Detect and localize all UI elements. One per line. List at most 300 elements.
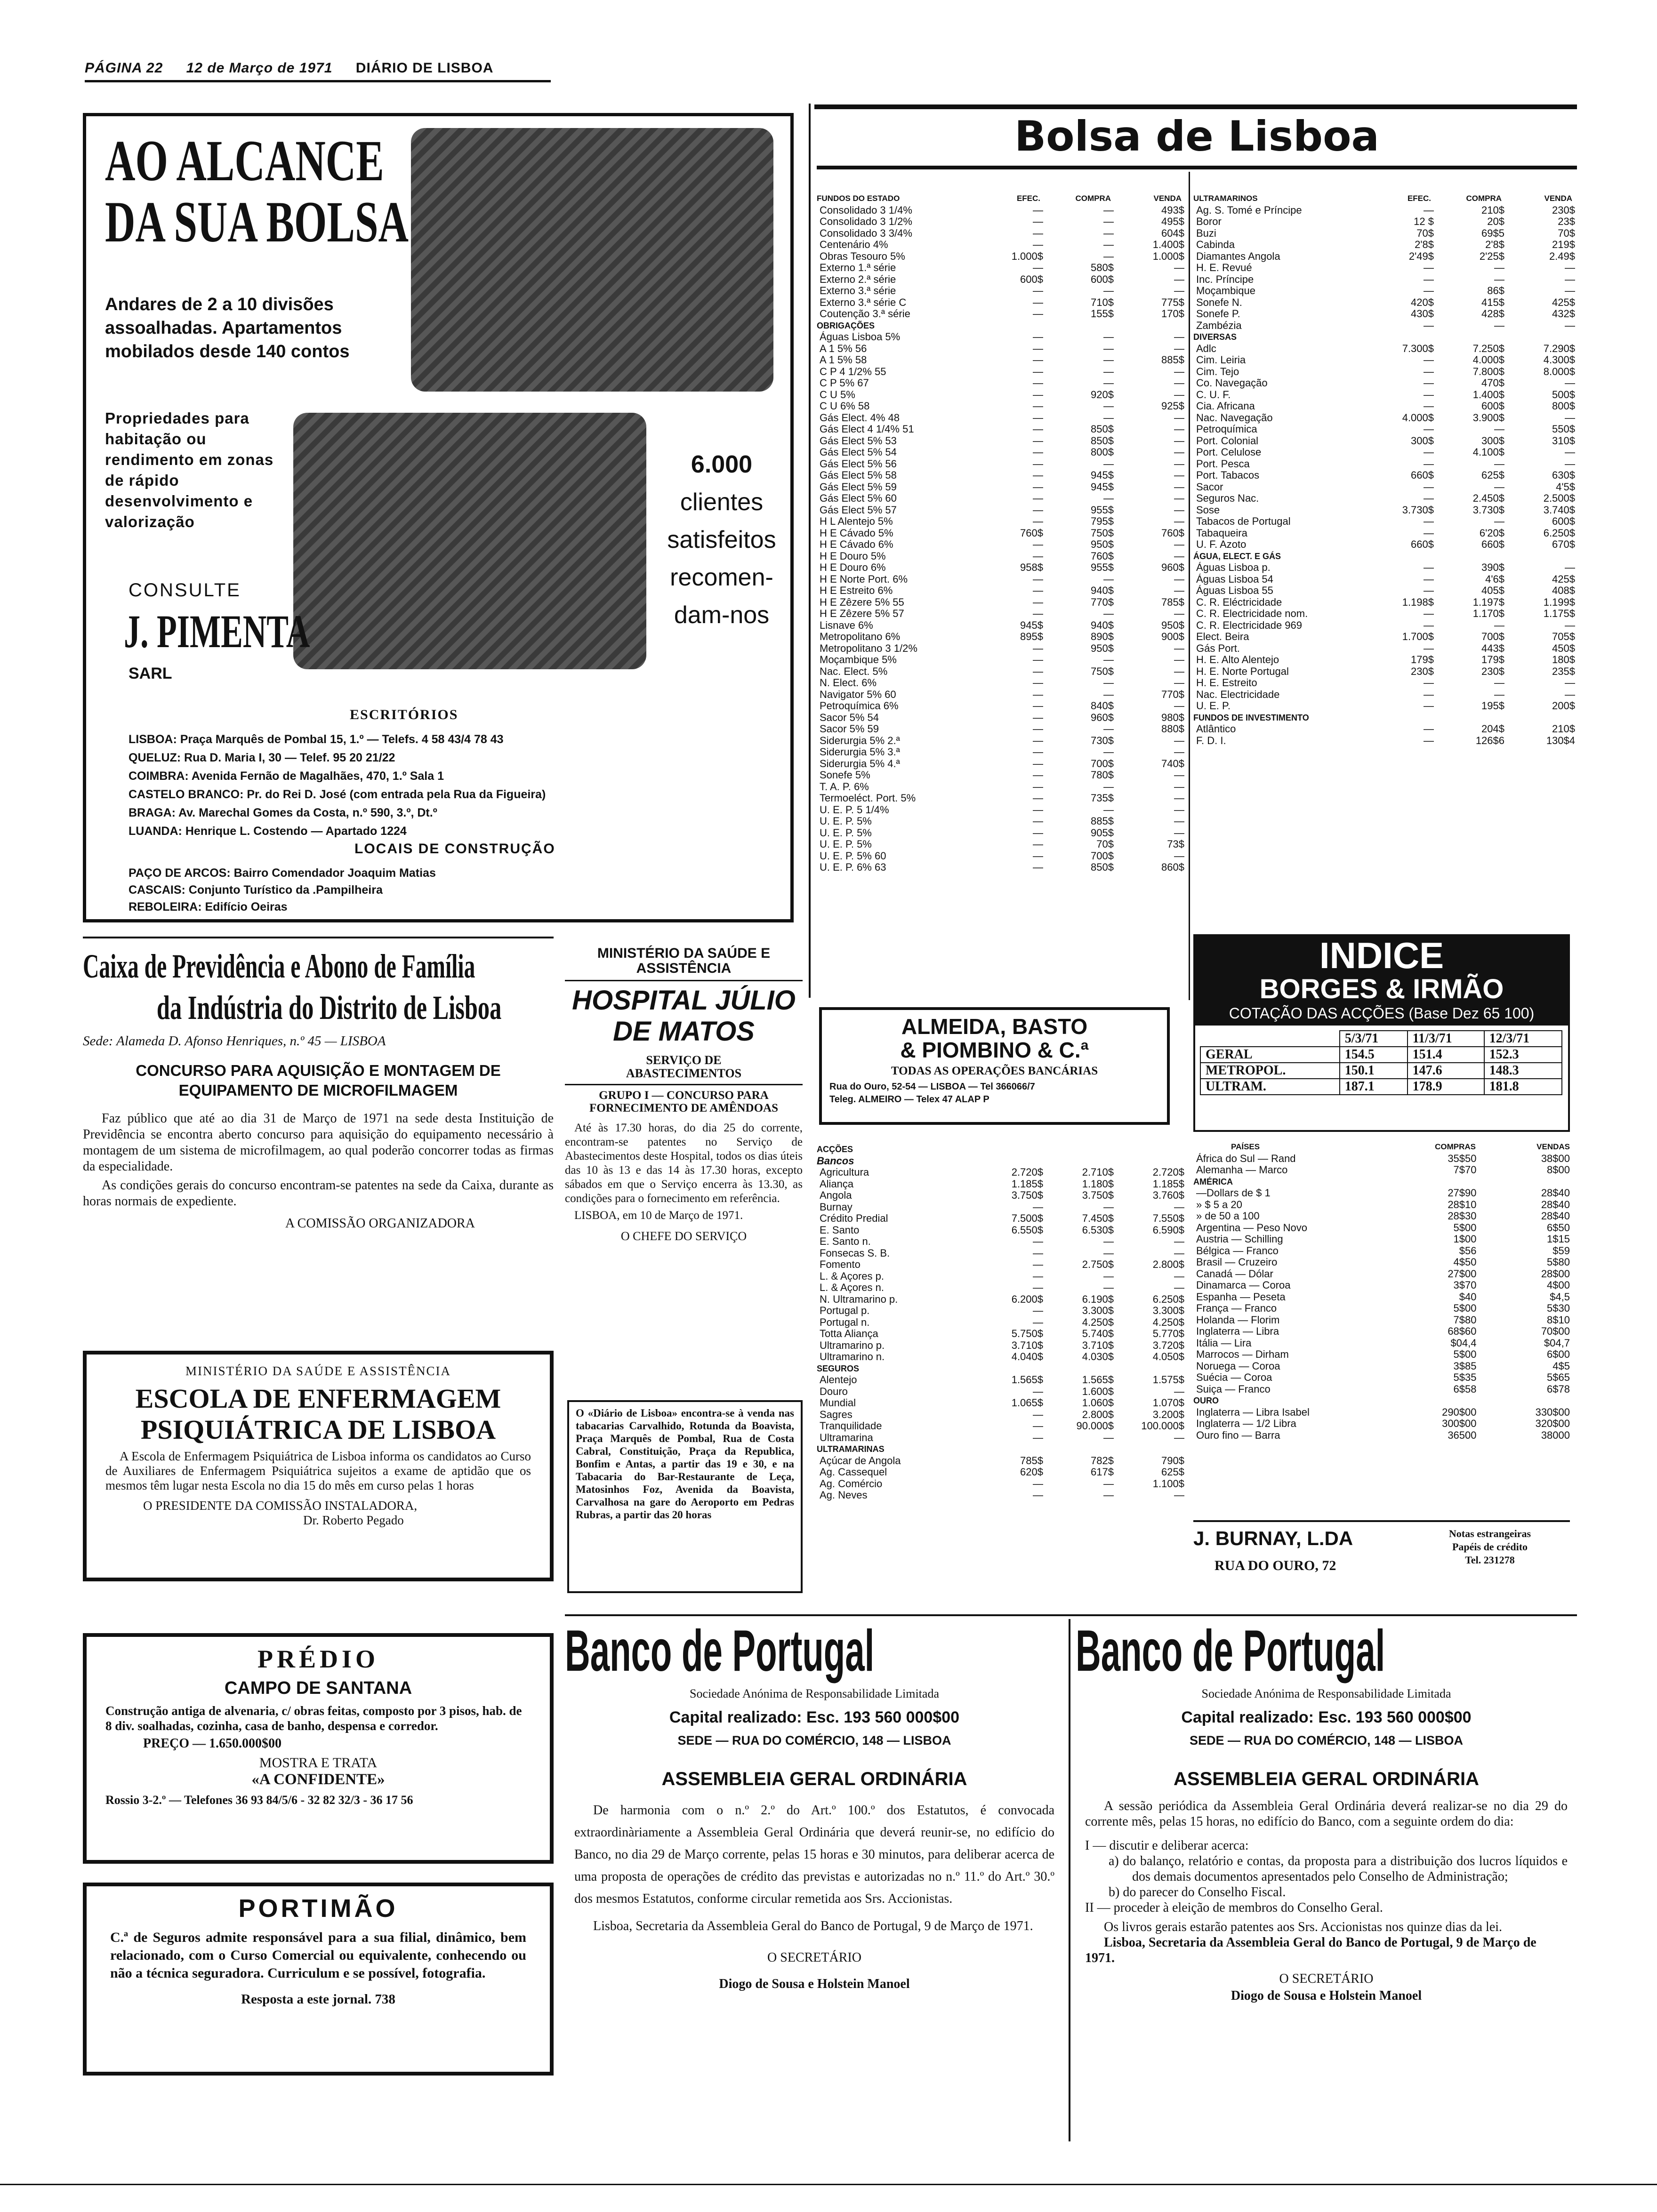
price-cell: — [1033,1477,1043,1490]
price-cell: — [1174,1201,1184,1213]
price-cell: 2.800$ [1082,1408,1114,1420]
price-cell: — [1174,504,1184,516]
price-cell: — [1424,457,1434,470]
security-name: U. F. Azoto [1196,539,1247,550]
stock-row [1193,643,1577,655]
price-cell [1111,1363,1182,1375]
price-cell: 420$ [1411,296,1434,308]
security-name: Crédito Predial [820,1213,888,1224]
price-cell: 4.030$ [1082,1351,1114,1362]
predio-ad [83,1633,554,1864]
price-cell: 925$ [1161,400,1184,412]
pimenta-lead: Andares de 2 a 10 divisões assoalhadas. Apartamentos mobilados desde 140 contos [105,295,350,361]
security-name: Gás Elect 5% 54 [820,447,897,458]
security-name: Co. Navegação [1196,377,1268,389]
price-cell: — [1494,677,1504,689]
rule [817,166,1577,169]
security-name: Diamantes Angola [1196,250,1280,262]
security-name: Noruega — Coroa [1196,1360,1280,1372]
price-cell: 7.300$ [1402,342,1434,354]
price-cell: — [1033,504,1043,516]
stock-row [1193,320,1577,332]
price-cell: 3$85 [1453,1360,1477,1372]
price-cell [1040,1443,1111,1455]
price-cell: 1.198$ [1402,596,1434,608]
price-cell: — [1033,239,1043,250]
price-cell: 1.100$ [1152,1477,1184,1490]
currency-row [1193,1418,1570,1430]
price-cell: $04,4 [1450,1337,1477,1349]
price-cell: — [1033,654,1043,665]
price-cell: 5$00 [1453,1348,1477,1360]
price-cell: 2.800$ [1152,1258,1184,1270]
price-cell: 950$ [1091,642,1114,654]
security-name: Açúcar de Angola [820,1455,901,1467]
price-cell: 6.190$ [1082,1293,1114,1305]
price-cell: 600$ [1481,400,1504,412]
security-name: H E Cávado 6% [820,539,893,550]
price-cell: — [1174,585,1184,596]
price-cell: 3.710$ [1082,1339,1114,1351]
security-name: África do Sul — Rand [1196,1153,1296,1164]
burnay-name: J. BURNAY, L.DA [1193,1527,1353,1549]
price-cell: — [1174,411,1184,424]
stock-row [817,631,1186,643]
currency-row [1193,1303,1570,1314]
banco-signatory: Diogo de Sousa e Holstein Manoel [1231,1988,1422,2003]
currency-row [1193,1395,1570,1407]
price-cell: 2'49$ [1408,250,1434,262]
stock-row [817,228,1186,240]
security-name: N. Ultramarino p. [820,1293,898,1305]
stock-row [817,793,1186,804]
price-cell: 28$00 [1541,1267,1570,1280]
security-name: H E Zêzere 5% 55 [820,596,904,608]
column-divider [809,104,811,998]
currency-row [1193,1338,1570,1349]
price-cell: — [1174,481,1184,493]
security-name: Termoeléct. Port. 5% [820,793,916,804]
price-cell: — [1565,457,1575,470]
stock-row [817,1271,1186,1282]
caixa-notice [83,946,554,1231]
price-cell: — [1033,803,1043,816]
stock-row [817,1317,1186,1329]
security-name: FUNDOS DE INVESTIMENTO [1193,713,1309,722]
security-name: Sacor 5% 54 [820,712,879,723]
price-cell: 432$ [1552,308,1575,320]
bolsa-title [817,111,1577,162]
price-cell: 28$30 [1448,1210,1477,1222]
price-cell: 5.740$ [1082,1328,1114,1339]
stock-row [817,1409,1186,1421]
price-cell: — [1424,677,1434,689]
price-cell: 6.530$ [1082,1224,1114,1236]
stock-row [817,585,1186,597]
security-name: Dinamarca — Coroa [1196,1280,1291,1291]
price-cell: 1$00 [1453,1233,1477,1245]
price-cell: — [1174,1282,1184,1293]
price-cell: 2.450$ [1472,492,1504,504]
price-cell: — [1424,354,1434,366]
banco-date: Lisboa, Secretaria da Assembleia Geral do Banco de Portugal, 9 de Março de 1971. [1085,1935,1536,1965]
tabacarias-notice [567,1400,803,1593]
price-cell: 430$ [1411,308,1434,320]
stock-row [817,1467,1186,1478]
pimenta-properties: Propriedades para habitação ou rendimento em zonas de rápido desenvolvimento e valorização [105,409,274,530]
banco-title: Banco de Portugal [565,1619,875,1683]
price-cell: — [1494,481,1504,493]
stock-row [817,1328,1186,1340]
price-cell: 86$ [1487,285,1504,297]
price-cell: — [1174,285,1184,297]
price-cell: 2'8$ [1415,239,1434,250]
table-header: ULTRAMARINOS EFEC. COMPRA VENDA [1193,194,1572,203]
price-cell: 4$5 [1552,1360,1570,1372]
security-name: Boror [1196,216,1222,227]
price-cell: — [1494,515,1504,527]
security-name: Suécia — Coroa [1196,1372,1272,1383]
security-name: Portugal n. [820,1316,870,1328]
security-name: Ouro fino — Barra [1196,1429,1280,1441]
price-cell: — [1033,734,1043,746]
price-cell: — [1174,262,1184,273]
stock-row [1193,228,1577,240]
price-cell: 70$ [1096,838,1114,850]
price-cell: 1.400$ [1152,239,1184,250]
price-cell: 750$ [1091,665,1114,677]
price-cell: — [1033,757,1043,769]
price-cell: 630$ [1552,469,1575,481]
price-cell: 27$90 [1448,1187,1477,1199]
price-cell: — [1494,619,1504,631]
security-name: Externo 3.ª série [820,285,896,297]
stock-row [817,666,1186,678]
stock-row [1193,401,1577,412]
clients-callout [660,446,783,634]
security-name: Siderurgia 5% 2.ª [820,735,900,746]
price-cell: — [1174,446,1184,458]
price-cell: 2.720$ [1011,1166,1043,1178]
banco-item: I — discutir e deliberar acerca: [1085,1838,1249,1853]
price-cell: 1.565$ [1011,1374,1043,1386]
burnay-services [1412,1527,1568,1567]
price-cell: 8.000$ [1543,365,1575,377]
stock-row [817,1351,1186,1363]
price-cell: — [1424,285,1434,297]
price-cell: — [1033,1420,1043,1432]
indice-box [1193,934,1570,1132]
stock-row [817,412,1186,424]
security-name: Sonefe N. [1196,297,1242,308]
stock-row [817,758,1186,770]
indice-banner [1195,936,1568,1026]
stock-row [817,769,1186,781]
security-name: Atlântico [1196,723,1236,735]
price-cell: — [1103,1477,1114,1490]
stock-row [817,308,1186,320]
price-cell: 4.040$ [1011,1351,1043,1362]
price-cell: 70$ [1416,227,1434,239]
security-name: Externo 3.ª série C [820,297,907,308]
stock-row [1193,239,1577,251]
price-cell: — [1103,250,1114,262]
price-cell: 3.750$ [1082,1189,1114,1201]
price-cell: — [1424,619,1434,631]
security-name: Petroquímica [1196,424,1257,435]
price-cell: 700$ [1091,850,1114,862]
stock-row [817,827,1186,839]
price-cell: — [1033,711,1043,723]
price-cell: — [1033,665,1043,677]
price-cell: — [1033,1201,1043,1213]
security-name: H. E. Revué [1196,262,1252,273]
price-cell: 735$ [1091,792,1114,804]
caixa-body-2: As condições gerais do concurso encontram-se patentes na sede da Caixa, durante as horas normais de expediente. [83,1178,554,1209]
price-cell: — [1033,550,1043,562]
price-cell: — [1174,826,1184,839]
security-name: Navigator 5% 60 [820,689,896,700]
security-name: F. D. I. [1196,735,1226,746]
price-cell: 35$50 [1448,1152,1477,1164]
security-name: U. E. P. 5 1/4% [820,804,889,816]
currency-row [1193,1349,1570,1361]
price-cell: — [1174,734,1184,746]
price-cell: — [1103,608,1114,619]
price-cell: — [1494,319,1504,331]
price-cell: 3.730$ [1472,504,1504,516]
price-cell: — [1033,377,1043,389]
stock-row [817,839,1186,850]
price-cell: 4.100$ [1472,446,1504,458]
hospital-place: LISBOA, em 10 de Março de 1971. [574,1209,743,1222]
security-name: Holanda — Florim [1196,1314,1280,1326]
price-cell: — [1424,262,1434,273]
stock-row [817,1478,1186,1490]
stock-row [1193,458,1577,470]
security-name: A 1 5% 58 [820,354,867,366]
price-cell: — [1033,700,1043,712]
price-cell: 4.250$ [1082,1316,1114,1328]
price-cell: 920$ [1091,388,1114,401]
hospital-service: SERVIÇO DE ABASTECIMENTOS [626,1053,742,1080]
price-cell: — [1103,723,1114,735]
caixa-body-1: Faz público que até ao dia 31 de Março de 1971 na sede desta Instituição de Previdência se encontra aberto concurso para aquisição do equipamento necessário à montagem de um sistema de microfilmagem, ao qual poderão concorrer todas as firmas da especialidade. [83,1111,554,1174]
currency-row [1193,1257,1570,1268]
caixa-title-2: da Indústria do Distrito de Lisboa [156,989,502,1026]
price-cell: — [1174,769,1184,781]
security-name: Cia. Africana [1196,401,1255,412]
price-cell: 760$ [1020,527,1043,539]
price-cell: 2.750$ [1082,1258,1114,1270]
security-name: N. Elect. 6% [820,677,877,689]
price-cell: 705$ [1552,631,1575,642]
security-name: Itália — Lira [1196,1337,1252,1349]
stock-row [817,781,1186,793]
stock-row [1193,331,1577,343]
security-name: Gás Elect 5% 58 [820,470,897,481]
ultramarinos-table [1193,193,1577,746]
price-cell: — [1033,677,1043,689]
price-cell: 3.750$ [1011,1189,1043,1201]
security-name: E. Santo n. [820,1236,871,1247]
price-cell: — [1033,434,1043,447]
security-name: L. & Açores n. [820,1282,884,1293]
stock-row [817,551,1186,562]
site-line: REBOLEIRA: Edifício Oeiras [129,900,288,914]
stock-row [817,1259,1186,1271]
stock-row [817,1248,1186,1259]
security-name: U. E. P. 5% [820,839,872,850]
price-cell: 670$ [1552,538,1575,550]
price-cell: — [1033,204,1043,216]
price-cell: 4$00 [1547,1279,1570,1291]
price-cell: 6.590$ [1152,1224,1184,1236]
stock-row [817,723,1186,735]
banco-sub: Sociedade Anónima de Responsabilidade Limitada [1201,1687,1451,1700]
header-rule [85,80,551,82]
hospital-title-1: HOSPITAL JÚLIO [572,985,796,1016]
price-cell: 4'5$ [1556,481,1575,493]
security-name: H. E. Estreito [1196,677,1257,689]
stock-row [817,354,1186,366]
stock-row [817,1443,1186,1455]
price-cell: 760$ [1091,550,1114,562]
stock-row [1193,712,1577,724]
price-cell: 905$ [1091,826,1114,839]
stock-row [1193,620,1577,632]
banco-item: II — proceder à eleição de membros do Conselho Geral. [1085,1900,1383,1915]
price-cell: 126$6 [1475,734,1504,746]
price-cell: 700$ [1091,757,1114,769]
predio-contact: Rossio 3-2.º — Telefones 36 93 84/5/6 - 32 82 32/3 - 36 17 56 [105,1793,413,1807]
stock-row [817,574,1186,585]
price-cell: — [1174,515,1184,527]
security-name: Douro [820,1386,848,1397]
price-cell [1431,331,1502,343]
stock-row [817,343,1186,355]
price-cell: — [1103,573,1114,585]
office-line: LISBOA: Praça Marquês de Pombal 15, 1.º — Telefs. 4 58 43/4 78 43 [129,733,504,746]
price-cell: — [1174,273,1184,285]
almeida-title-2: & PIOMBINO & C.ª [900,1038,1089,1062]
security-name: Canadá — Dólar [1196,1268,1273,1280]
security-name: França — Franco [1196,1303,1277,1314]
price-cell: — [1494,688,1504,700]
security-name: Cabinda [1196,239,1235,250]
banco-secretary: O SECRETÁRIO [767,1950,861,1965]
indice-row-label: ULTRAM. [1200,1079,1340,1095]
stock-row [817,1178,1186,1190]
security-name: Gás Port. [1196,642,1240,654]
price-cell: 470$ [1481,377,1504,389]
currency-row [1193,1384,1570,1395]
banco-title: Banco de Portugal [1076,1619,1385,1683]
banco-capital: Capital realizado: Esc. 193 560 000$00 [669,1708,960,1726]
currency-row [1193,1234,1570,1245]
currency-row [1193,1210,1570,1222]
price-cell: — [1424,734,1434,746]
price-cell: — [1565,273,1575,285]
price-cell: 330$00 [1535,1406,1570,1418]
price-cell: — [1424,388,1434,401]
price-cell: 3.740$ [1543,504,1575,516]
almeida-addr-1: Rua do Ouro, 52-54 — LISBOA — Tel 366066/7 [829,1082,1035,1092]
indice-title: INDICE [1319,935,1444,976]
security-name: Buzi [1196,227,1216,239]
price-cell: — [1424,723,1434,735]
predio-title: PRÉDIO [257,1645,379,1673]
price-cell: — [1033,1305,1043,1316]
price-cell: 950$ [1091,538,1114,550]
price-cell: — [1174,423,1184,435]
price-cell: — [1033,826,1043,839]
pimenta-ad [83,113,794,922]
price-cell [1375,331,1431,343]
predio-subtitle: CAMPO DE SANTANA [224,1678,412,1698]
banco-heading: ASSEMBLEIA GERAL ORDINÁRIA [661,1769,967,1789]
stock-row [1193,308,1577,320]
security-name: Brasil — Cruzeiro [1196,1257,1278,1268]
security-name: Bélgica — Franco [1196,1245,1279,1257]
security-name: C. R. Electricidade nom. [1196,608,1308,619]
stock-row [817,1167,1186,1178]
price-cell: 1.185$ [1152,1178,1184,1190]
price-cell: 4'6$ [1485,573,1504,585]
banco-body: De harmonia com o n.º 2.º do Art.º 100.º dos Estatutos, é convocada extraordinàriamente a Assembleia Geral Ordinária que deverá reunir-se, no edifício do Banco, no dia 29 de Março corrente, pelas 15 horas e 30 minutos, para deliberar acerca de uma proposta de operações de crédito das previstas e autorizadas no n.º 11.º do Art.º 30.º dos mesmos Estatutos, conforme circular remetida aos Srs. Accionistas. [574,1803,1054,1906]
security-name: H. E. Alto Alentejo [1196,654,1279,665]
price-cell: 625$ [1161,1466,1184,1478]
banco-heading: ASSEMBLEIA GERAL ORDINÁRIA [1174,1769,1479,1789]
sites-list [129,865,740,915]
stock-row [817,654,1186,666]
price-cell: — [1424,573,1434,585]
security-name: Siderurgia 5% 4.ª [820,758,900,769]
security-name: U. E. P. 6% 63 [820,862,886,873]
security-name: Consolidado 3 1/4% [820,204,912,216]
price-cell: 1.175$ [1543,608,1575,619]
security-name: Sagres [820,1409,853,1420]
stock-row [817,1374,1186,1386]
price-cell: — [1033,608,1043,619]
price-cell: 2'25$ [1479,250,1504,262]
indice-row-label: METROPOL. [1200,1063,1340,1079]
price-cell: 405$ [1481,585,1504,596]
security-name: H E Estreito 6% [820,585,893,596]
security-name: Consolidado 3 1/2% [820,216,912,227]
price-cell: 4$50 [1453,1256,1477,1268]
acoes-table [817,1144,1186,1501]
price-cell: 900$ [1161,631,1184,642]
price-cell: 38000 [1541,1429,1570,1441]
price-cell: — [1174,665,1184,677]
price-cell: — [1103,204,1114,216]
hospital-ministry: MINISTÉRIO DA SAÚDE E ASSISTÊNCIA [597,946,771,976]
table-header: FUNDOS DO ESTADO EFEC. COMPRA VENDA [817,194,1182,203]
escola-notice [83,1351,554,1581]
stock-row [817,1236,1186,1248]
price-cell: 660$ [1411,469,1434,481]
security-name: Tabacos de Portugal [1196,516,1291,527]
price-cell: 740$ [1161,757,1184,769]
price-cell: 7$80 [1453,1314,1477,1326]
security-name: A 1 5% 56 [820,343,867,354]
price-cell: — [1424,585,1434,596]
price-cell: 28$40 [1541,1210,1570,1222]
price-cell: — [1174,388,1184,401]
price-cell [1431,712,1502,724]
stock-row [817,285,1186,297]
